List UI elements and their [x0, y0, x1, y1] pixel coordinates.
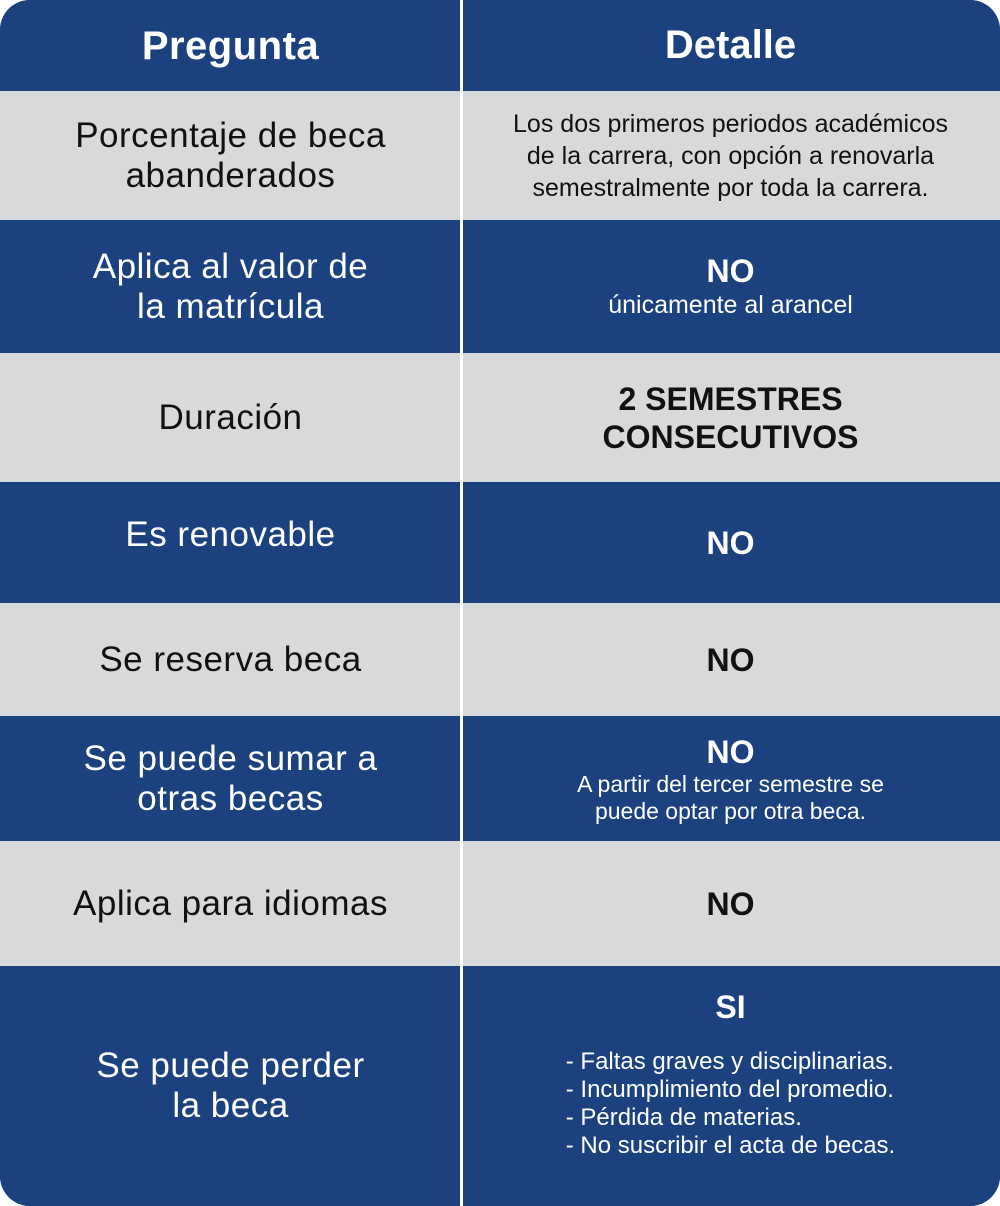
row-question: Se reserva beca [99, 639, 362, 679]
header-question: Pregunta [141, 23, 320, 68]
list-item: - Incumplimiento del promedio. [565, 1076, 894, 1103]
detail-main: SI [715, 989, 746, 1025]
detail-text: Los dos primeros periodos académicos de la carrera, con opción a renovarla semestralmente por toda la carrera. [513, 109, 948, 202]
table-row [0, 966, 1000, 1206]
column-divider [460, 0, 463, 1206]
row-question: Aplica para idiomas [73, 883, 388, 923]
detail-sub: únicamente al arancel [608, 291, 853, 319]
table-header [0, 0, 1000, 91]
table-row [0, 603, 1000, 716]
loss-reasons-list [566, 1048, 895, 1160]
header-detail: Detalle [664, 23, 797, 67]
detail-main: NO [706, 641, 755, 678]
row-question: Se puede perder la beca [96, 1046, 365, 1125]
list-item: - No suscribir el acta de becas. [565, 1132, 896, 1159]
table-row [0, 91, 1000, 220]
table-row [0, 841, 1000, 966]
row-detail [461, 603, 1000, 716]
row-question: Duración [158, 397, 303, 437]
row-detail [461, 91, 1000, 220]
detail-main: NO [706, 885, 755, 922]
row-detail [461, 966, 1000, 1206]
detail-main: NO [706, 253, 755, 289]
detail-main: 2 SEMESTRES CONSECUTIVOS [602, 380, 859, 455]
detail-sub: A partir del tercer semestre se puede optar por otra beca. [577, 770, 884, 824]
table-row [0, 353, 1000, 482]
detail-main: NO [706, 524, 755, 561]
row-detail [461, 220, 1000, 353]
row-detail [461, 353, 1000, 482]
table-row [0, 482, 1000, 603]
row-detail [461, 841, 1000, 966]
row-detail [461, 716, 1000, 841]
list-item: - Faltas graves y disciplinarias. [565, 1048, 894, 1075]
row-question: Es renovable [125, 514, 336, 554]
row-detail [461, 482, 1000, 603]
detail-main: NO [706, 733, 755, 770]
row-question: Porcentaje de beca abanderados [75, 115, 386, 195]
list-item: - Pérdida de materias. [565, 1104, 802, 1131]
table-row [0, 716, 1000, 841]
row-question: Se puede sumar a otras becas [83, 738, 378, 818]
table-row [0, 220, 1000, 353]
row-question: Aplica al valor de la matrícula [92, 246, 369, 326]
